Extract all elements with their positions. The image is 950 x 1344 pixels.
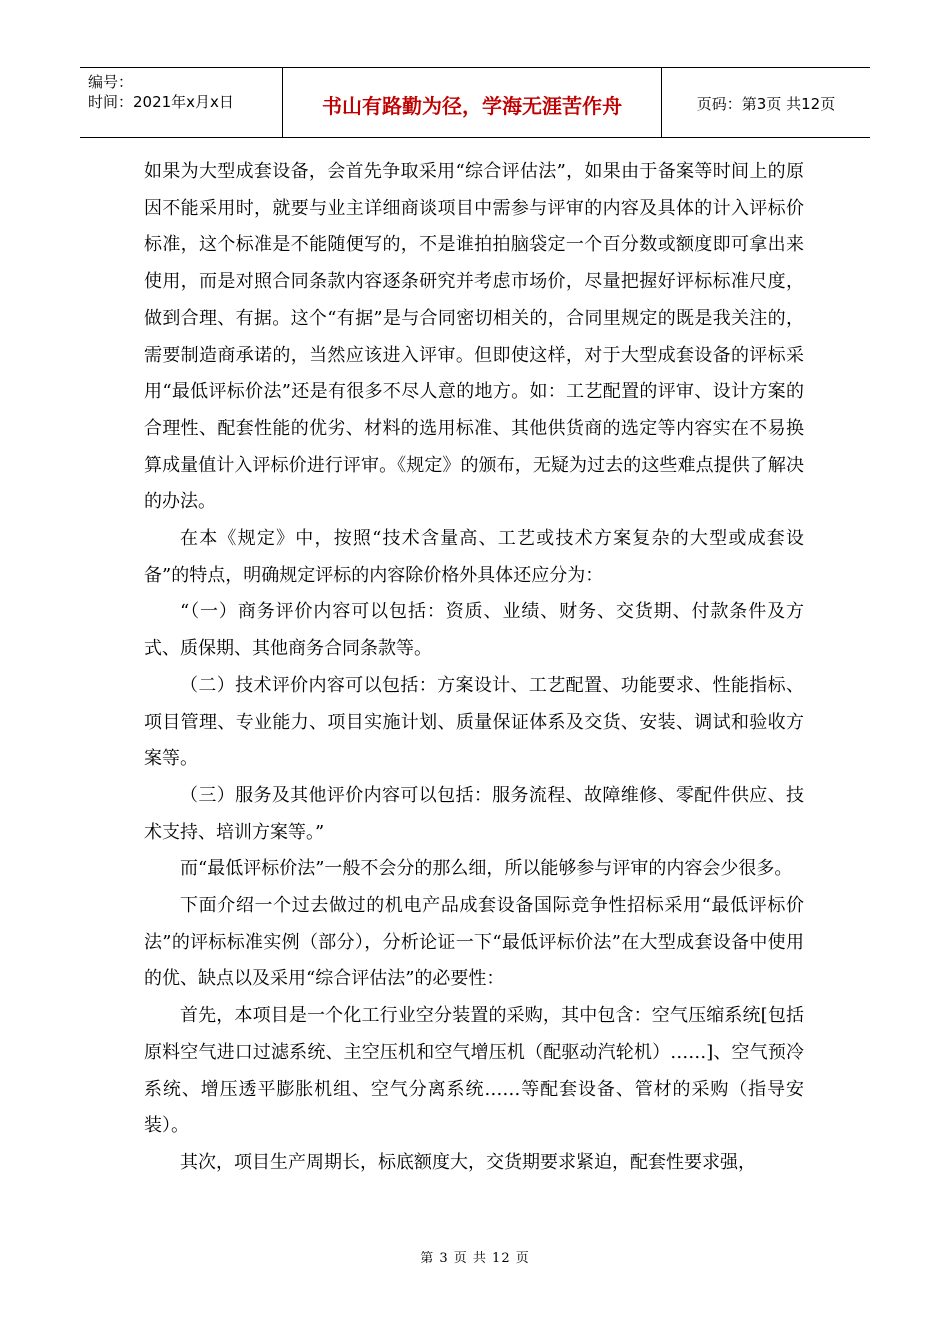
paragraph-8: 首先，本项目是一个化工行业空分装置的采购，其中包含：空气压缩系统[包括原料空气进口过滤系统、主空压机和空气增压机（配驱动汽轮机）……]、空气预冷系统、增压透平膨胀机组、空气分离系统……等配套设备、管材的采购（指导安装）。 [144, 1005, 804, 1137]
paragraph-9: 其次，项目生产周期长，标底额度大，交货期要求紧迫，配套性要求强， [180, 1151, 756, 1173]
paragraph-3: “（一）商务评价内容可以包括：资质、业绩、财务、交货期、付款条件及方式、质保期、其他商务合同条款等。 [144, 601, 804, 660]
document-date-label: 时间：2021年x月x日 [88, 93, 234, 111]
paragraph-4: （二）技术评价内容可以包括：方案设计、工艺配置、功能要求、性能指标、项目管理、专业能力、项目实施计划、质量保证体系及交货、安装、调试和验收方案等。 [144, 674, 804, 770]
paragraph-7: 下面介绍一个过去做过的机电产品成套设备国际竞争性招标采用“最低评标价法”的评标标准实例（部分），分析论证一下“最低评标价法”在大型成套设备中使用的优、缺点以及采用“综合评估法”的必要性： [144, 895, 804, 990]
paragraph-5: （三）服务及其他评价内容可以包括：服务流程、故障维修、零配件供应、技术支持、培训方案等。” [144, 784, 804, 843]
page-footer: 第 3 页 共 12 页 [420, 1251, 530, 1266]
paragraph-6: 而“最低评标价法”一般不会分的那么细，所以能够参与评审的内容会少很多。 [180, 858, 793, 880]
paragraph-2: 在本《规定》中，按照“技术含量高、工艺或技术方案复杂的大型或成套设备”的特点，明确规定评标的内容除价格外具体还应分为： [144, 528, 804, 586]
header-motto: 书山有路勤为径，学海无涯苦作舟 [322, 94, 622, 118]
document-body [144, 154, 804, 1182]
header-page-cell [662, 68, 870, 137]
document-number-label: 编号： [88, 73, 134, 91]
header-meta-cell [80, 68, 283, 137]
page-header [80, 67, 870, 138]
header-page-info: 页码：第3页 共12页 [696, 95, 836, 113]
header-motto-cell [283, 68, 662, 137]
paragraph-1: 如果为大型成套设备，会首先争取采用“综合评估法”，如果由于备案等时间上的原因不能采用时，就要与业主详细商谈项目中需参与评审的内容及具体的计入评标价标准，这个标准是不能随便写的，不是谁拍拍脑袋定一个百分数或额度即可拿出来使用，而是对照合同条款内容逐条研究并考虑市场价，尽量把握好评标标准尺度，做到合理、有据。这个“有据”是与合同密切相关的，合同里规定的既是我关注的，需要制造商承诺的，当然应该进入评审。但即使这样，对于大型成套设备的评标采用“最低评标价法”还是有很多不尽人意的地方。如：工艺配置的评审、设计方案的合理性、配套性能的优劣、材料的选用标准、其他供货商的选定等内容实在不易换算成量值计入评标价进行评审。《规定》的颁布，无疑为过去的这些难点提供了解决的办法。 [144, 161, 804, 513]
